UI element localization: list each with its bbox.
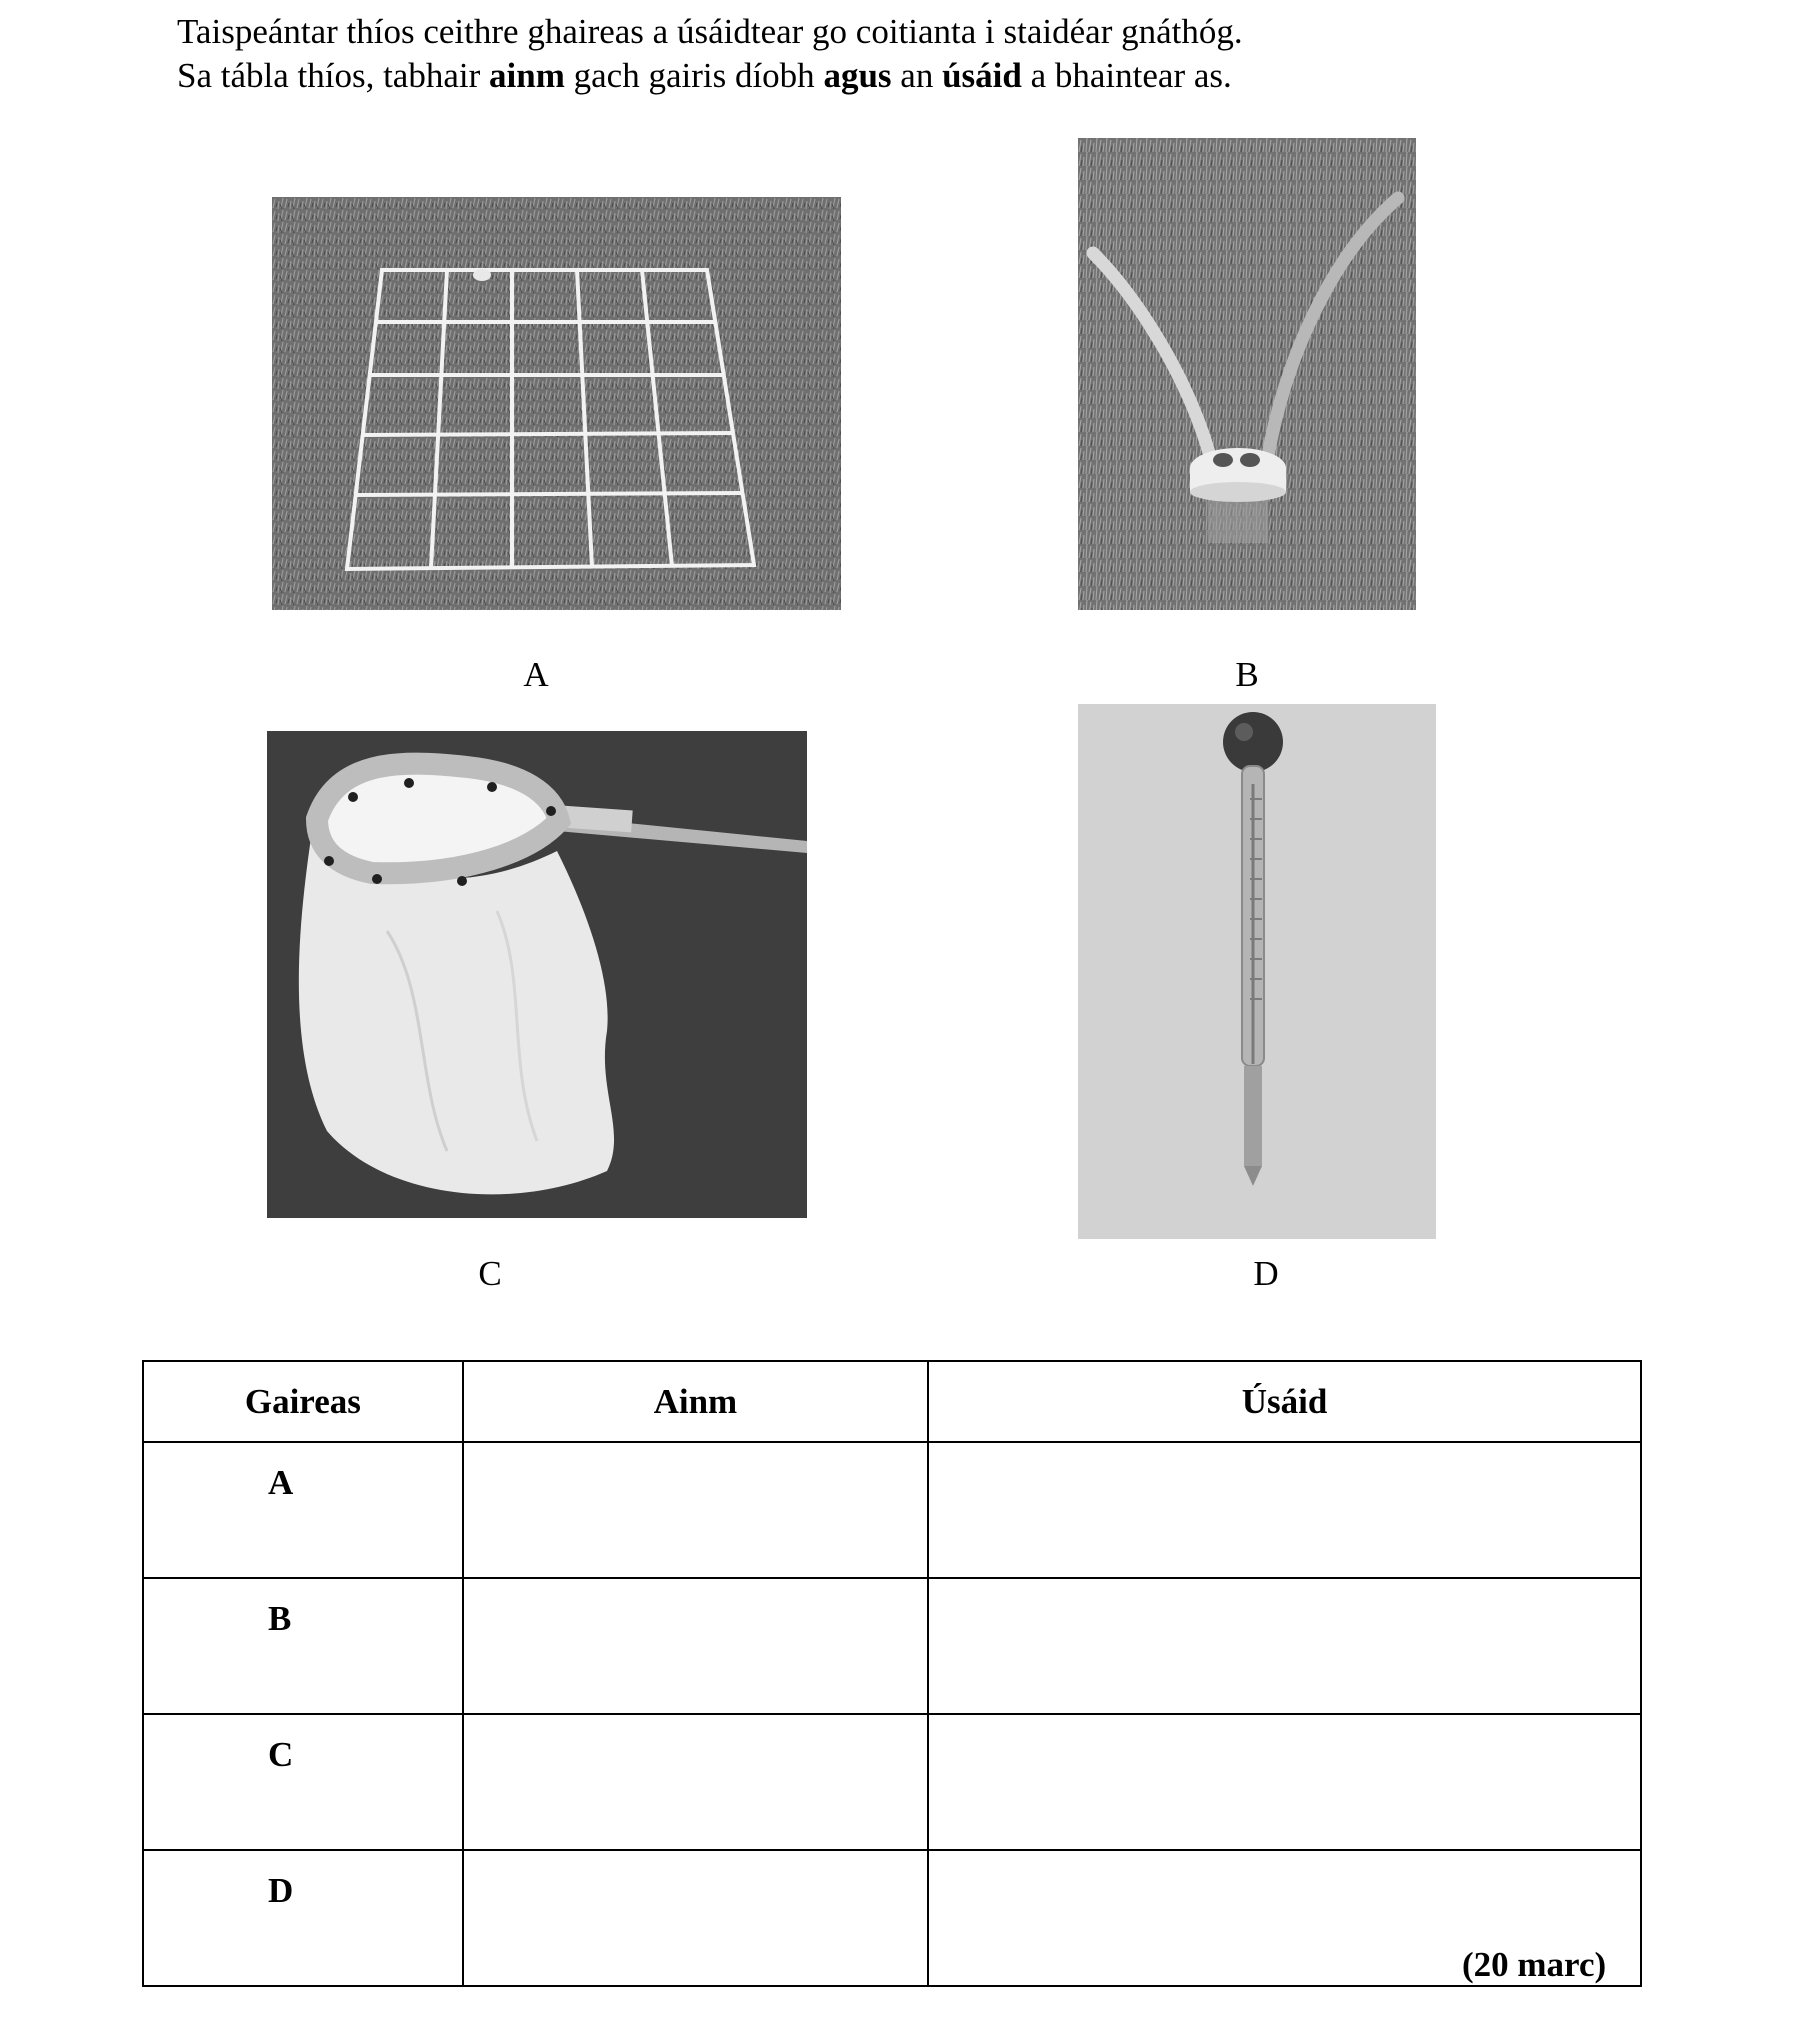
name-answer-cell[interactable] bbox=[463, 1850, 928, 1986]
table-row bbox=[143, 1850, 1641, 1986]
header-usaid: Úsáid bbox=[928, 1361, 1641, 1442]
marks-total: (20 marc) bbox=[1462, 1945, 1607, 1984]
row-label: D bbox=[268, 1871, 294, 1910]
row-label-cell bbox=[143, 1442, 463, 1578]
intro-bold-usaid: úsáid bbox=[942, 56, 1022, 95]
table-row bbox=[143, 1578, 1641, 1714]
question-intro bbox=[177, 10, 1243, 98]
name-answer-cell[interactable] bbox=[463, 1442, 928, 1578]
figure-label-c: C bbox=[478, 1254, 502, 1293]
table-row bbox=[143, 1714, 1641, 1850]
pooter-photo bbox=[1078, 138, 1416, 610]
figure-label-b: B bbox=[1235, 655, 1259, 694]
table-header-row bbox=[143, 1361, 1641, 1442]
name-answer-cell[interactable] bbox=[463, 1578, 928, 1714]
quadrat-photo bbox=[272, 197, 841, 610]
row-label: B bbox=[268, 1599, 292, 1638]
intro-line-1: Taispeántar thíos ceithre ghaireas a úsáidtear go coitianta i staidéar gnáthóg. bbox=[177, 12, 1243, 51]
row-label-cell bbox=[143, 1714, 463, 1850]
row-label-cell bbox=[143, 1578, 463, 1714]
figure-label-d: D bbox=[1253, 1254, 1279, 1293]
intro-bold-ainm: ainm bbox=[489, 56, 565, 95]
intro-line-2 bbox=[177, 54, 1243, 98]
thermometer-photo bbox=[1078, 704, 1436, 1239]
answer-table bbox=[142, 1360, 1642, 1987]
use-answer-cell[interactable] bbox=[928, 1442, 1641, 1578]
header-ainm: Ainm bbox=[463, 1361, 928, 1442]
intro-text: an bbox=[891, 56, 943, 95]
row-label: A bbox=[268, 1463, 294, 1502]
table-row bbox=[143, 1442, 1641, 1578]
intro-text: a bhaintear as. bbox=[1021, 56, 1232, 95]
intro-text: gach gairis díobh bbox=[564, 56, 824, 95]
header-gaireas: Gaireas bbox=[143, 1361, 463, 1442]
intro-bold-agus: agus bbox=[823, 56, 892, 95]
use-answer-cell[interactable] bbox=[928, 1714, 1641, 1850]
use-answer-cell[interactable] bbox=[928, 1578, 1641, 1714]
intro-text: Sa tábla thíos, tabhair bbox=[177, 56, 490, 95]
row-label-cell bbox=[143, 1850, 463, 1986]
sweep-net-photo bbox=[267, 731, 807, 1218]
name-answer-cell[interactable] bbox=[463, 1714, 928, 1850]
row-label: C bbox=[268, 1735, 294, 1774]
figure-label-a: A bbox=[523, 655, 549, 694]
